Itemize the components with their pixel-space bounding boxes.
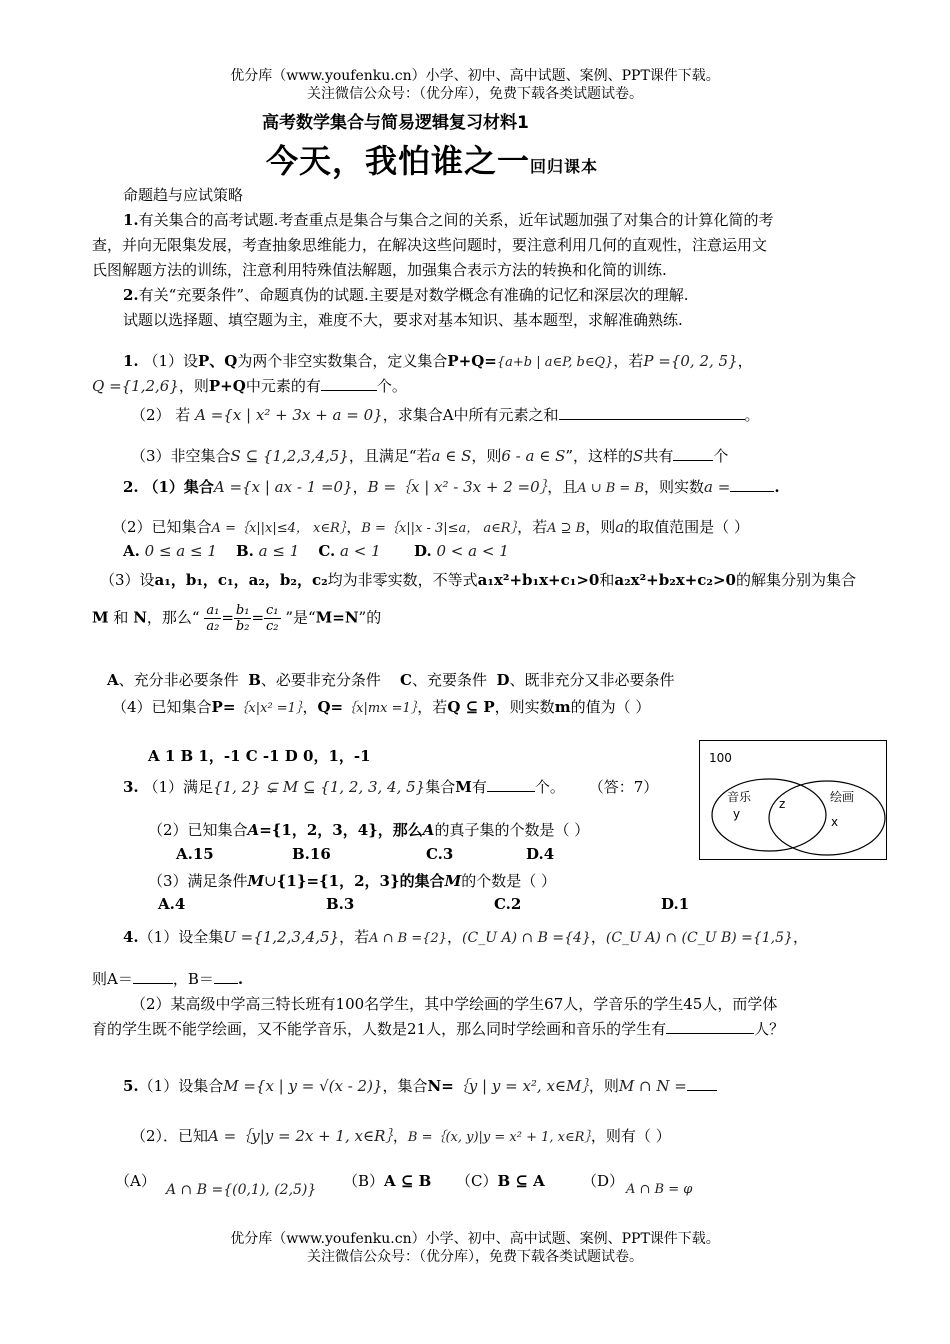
q2-p3-f: a₂x²+b₂x+c₂>0 <box>614 571 736 589</box>
q2-p1-g: ，则实数 <box>644 478 705 496</box>
q5-part1 <box>123 1075 717 1096</box>
header-line-2: 关注微信公众号：（优分库），免费下载各类试题试卷。 <box>307 86 643 102</box>
q5-p1-d: N= <box>427 1077 454 1095</box>
q2-p3-e: 和 <box>599 571 615 589</box>
q2-p4-pset: ｛x|x² =1｝ <box>235 701 303 716</box>
q2-p4-j: m <box>554 698 571 716</box>
q2-part1 <box>123 476 780 497</box>
q3-part1 <box>123 776 658 797</box>
q3-p3-opt-a[interactable]: A.4 <box>158 895 186 913</box>
strategy-p1-a: 有关集合的高考试题.考查重点是集合与集合之间的关系，近年试题加强了对集合的计算化简的考 <box>138 211 774 229</box>
q4-b-answer-blank[interactable] <box>214 969 238 984</box>
q2-p1-e: ，且 <box>547 478 578 496</box>
q2-part4-options[interactable]: A 1 B 1，-1 C -1 D 0，1，-1 <box>148 747 371 765</box>
q4-p1-h: (C_U A) ∩ (C_U B) ={1,5} <box>605 930 793 946</box>
q2-p3-opt-b[interactable]: 、必要非充分条件 <box>260 671 381 689</box>
q2-p3-c: 均为非零实数，不等式 <box>327 571 478 589</box>
q1-p3-i: 共有 <box>643 447 674 465</box>
q1-p1-d: P+Q= <box>447 352 497 370</box>
q5-p2-e: ，则有（ ） <box>590 1127 671 1145</box>
fraction-a-num: a₁ <box>206 603 220 618</box>
q5-opt-a-label: （A） <box>115 1172 156 1190</box>
q1-p1-f: ，若 <box>613 352 644 370</box>
q1-p1-answer-blank[interactable] <box>321 376 377 391</box>
q5-opt-b-label: （B） <box>343 1172 385 1190</box>
q3-p3-e: M <box>444 872 462 890</box>
q3-p1-d: M <box>455 778 472 796</box>
q1-p2-answer-blank[interactable] <box>559 405 745 420</box>
q1-p1-qset: Q ={1,2,6} <box>92 377 179 395</box>
q4-p1-l: . <box>237 970 244 988</box>
q1-p3-c: ，且满足“若 <box>348 447 432 465</box>
q5-p1-nset: ｛y | y = x², x∈M｝ <box>453 1077 589 1095</box>
eq-sign-1: = <box>221 608 234 627</box>
q5-p2-a: （2）．已知 <box>131 1127 209 1145</box>
q1-p3-f: 6 - a ∈ S <box>501 447 566 465</box>
q5-part2 <box>131 1125 671 1146</box>
q1-p1-c: 为两个非空实数集合，定义集合 <box>237 352 448 370</box>
strategy-p1-line1 <box>123 209 773 230</box>
footer-line-2: 关注微信公众号：（优分库），免费下载各类试题试卷。 <box>307 1249 643 1265</box>
q3-p3-opt-c[interactable]: C.2 <box>494 895 522 913</box>
q2-p2-a: （2）已知集合 <box>112 518 212 536</box>
q1-p2-set: A ={x | x² + 3x + a = 0} <box>195 406 383 424</box>
venn-painting-var: x <box>831 815 839 829</box>
q2-p3-opt-c[interactable]: 、充要条件 <box>411 671 487 689</box>
q3-p1-answer: （答：7） <box>588 778 659 796</box>
q1-p1-m: 个。 <box>376 377 407 395</box>
q5-p1-g: M ∩ N = <box>618 1077 687 1095</box>
q5-p1-f: ，则 <box>588 1077 619 1095</box>
q3-part3 <box>148 870 556 891</box>
q1-p3-e: ，则 <box>471 447 502 465</box>
q2-num: 2. <box>123 478 139 496</box>
q2-p2-opt-b[interactable]: a ≤ 1 <box>258 542 300 560</box>
q2-p1-a: （1）集合 <box>143 478 214 496</box>
q4-part1-line1 <box>123 926 808 947</box>
q2-p4-e: Q= <box>317 698 344 716</box>
q3-p2-c: ={1，2，3，4}，那么 <box>259 821 423 839</box>
fraction-a <box>204 603 221 634</box>
q2-p4-b: P= <box>211 698 236 716</box>
q2-p3-a: （3）设 <box>100 571 155 589</box>
q2-p1-f: A ∪ B = B <box>577 481 645 496</box>
subtitle-small: 回归课本 <box>530 157 599 176</box>
q2-p3-j: N <box>133 608 147 627</box>
q1-p1-pset: P ={0, 2, 5} <box>643 352 738 370</box>
q4-num: 4. <box>123 928 139 946</box>
q2-p3-opt-a-label: A <box>107 671 119 689</box>
q5-num: 5. <box>123 1077 139 1095</box>
q1-p1-h: ， <box>737 352 753 370</box>
q5-opt-c-label: （C） <box>456 1172 498 1190</box>
q2-p3-g: 的解集分别为集合 <box>736 571 857 589</box>
document-title: 高考数学集合与简易逻辑复习材料1 <box>262 113 529 133</box>
q3-p1-c: 集合 <box>425 778 456 796</box>
q1-p3-d: a ∈ S <box>431 447 472 465</box>
q2-p2-h: a <box>615 518 625 536</box>
q2-p4-a: （4）已知集合 <box>112 698 212 716</box>
q1-part3 <box>131 445 728 466</box>
q2-p1-c: ， <box>352 478 368 496</box>
venn-painting-label: 绘画 <box>830 790 855 804</box>
q2-p4-qset: ｛x|mx =1｝ <box>343 701 418 716</box>
q4-p1-a: （1）设全集 <box>138 928 224 946</box>
q1-p1-set: {a+b | a∈P, b∈Q} <box>496 355 614 370</box>
q2-p3-n: ”的 <box>358 608 382 627</box>
q4-p1-g: ， <box>590 928 606 946</box>
venn-diagram <box>699 740 887 860</box>
q2-p3-opt-d-label: D <box>496 671 510 689</box>
q2-p2-c: ， <box>346 518 362 536</box>
q3-p3-b: M <box>247 872 265 890</box>
q2-part3-line2 <box>92 603 381 634</box>
q1-part2 <box>131 404 760 425</box>
q4-part1-line2 <box>92 968 243 989</box>
q2-p3-opt-d[interactable]: 、既非充分又非必要条件 <box>509 671 675 689</box>
q4-p1-d: A ∩ B ={2} <box>369 931 448 946</box>
strategy-p2-num: 2. <box>123 286 139 304</box>
q2-part2-options <box>123 542 509 560</box>
q2-p1-i: . <box>774 478 780 496</box>
q1-p3-h: S <box>633 447 644 465</box>
q3-part2 <box>148 819 589 840</box>
q2-p4-d: ， <box>302 698 318 716</box>
q5-opt-b-text: A ⊆ B <box>384 1172 432 1190</box>
q3-num: 3. <box>123 778 139 796</box>
q1-p2-c: ，求集合A中所有元素之和 <box>382 406 559 424</box>
q1-p3-g: ”，这样的 <box>565 447 634 465</box>
q2-p3-b: a₁，b₁，c₁，a₂，b₂，c₂ <box>154 571 328 589</box>
q1-part1-line2 <box>92 375 407 396</box>
q2-part3-line1 <box>100 569 856 590</box>
strategy-heading: 命题趋与应试策略 <box>123 186 244 204</box>
q1-part1-line1 <box>123 350 753 371</box>
q4-p1-k: ，B＝ <box>172 970 214 988</box>
venn-overlap-var: z <box>779 797 786 811</box>
q2-p4-g: ，若 <box>417 698 448 716</box>
q2-p3-m: M=N <box>315 608 359 627</box>
fraction-b-den: b₂ <box>235 619 250 634</box>
q3-p3-f: 的个数是（ ） <box>461 872 557 890</box>
fraction-b <box>234 603 252 634</box>
document-subtitle <box>266 136 598 182</box>
q2-p2-opt-c[interactable]: a < 1 <box>340 542 381 560</box>
q4-part2-line2 <box>92 1018 784 1039</box>
q1-p2-a: （2） 若 <box>131 406 191 424</box>
q4-a-answer-blank[interactable] <box>133 969 173 984</box>
q3-p3-opt-b[interactable]: B.3 <box>326 895 355 913</box>
q1-p1-b: P、Q <box>198 352 238 370</box>
q2-p2-opt-c-label: C. <box>318 542 336 560</box>
q3-p1-answer-blank[interactable] <box>487 777 535 792</box>
venn-music-var: y <box>733 807 741 821</box>
q2-p2-aset: A =｛x||x|≤4， x∈R｝ <box>211 521 347 536</box>
venn-total: 100 <box>709 751 732 765</box>
q2-p2-bset: B =｛x||x - 3|≤a， a∈R｝ <box>361 521 518 536</box>
fraction-c-den: c₂ <box>266 619 279 634</box>
fraction-a-den: a₂ <box>206 619 220 634</box>
q5-opt-a[interactable]: A ∩ B ={(0,1), (2,5)} <box>166 1182 317 1198</box>
q2-p2-opt-a[interactable]: 0 ≤ a ≤ 1 <box>144 542 217 560</box>
q3-p2-opt-c[interactable]: C.3 <box>426 845 454 863</box>
q2-p2-opt-a-label: A. <box>123 542 140 560</box>
q2-p3-opt-a[interactable]: 、充分非必要条件 <box>118 671 239 689</box>
q2-p1-bset: B =｛x | x² - 3x + 2 =0｝ <box>367 478 548 496</box>
q2-p3-l: ”是“ <box>285 608 316 627</box>
q2-p1-answer-blank[interactable] <box>730 477 774 492</box>
q4-p1-f: (C_U A) ∩ B ={4} <box>462 930 591 946</box>
header-line-1: 优分库（www.youfenku.cn）小学、初中、高中试题、案例、PPT课件下载。 <box>230 68 720 84</box>
q5-opt-d[interactable]: A ∩ B = φ <box>626 1182 693 1197</box>
q1-p2-d: 。 <box>744 406 760 424</box>
q4-p1-uset: U ={1,2,3,4,5} <box>223 928 340 946</box>
q3-p2-opt-a[interactable]: A.15 <box>176 845 214 863</box>
q1-p3-b: S ⊆ {1,2,3,4,5} <box>230 447 349 465</box>
q2-part2 <box>112 516 749 537</box>
q2-p3-opt-c-label: C <box>399 671 412 689</box>
q4-p1-c: ，若 <box>339 928 370 946</box>
q2-p4-i: ，则实数 <box>494 698 555 716</box>
q5-p1-c: ，集合 <box>382 1077 428 1095</box>
q1-num: 1. <box>123 352 139 370</box>
strategy-p1-num: 1. <box>123 211 139 229</box>
q1-p1-j: ，则 <box>178 377 209 395</box>
q5-p1-mset: M ={x | y = √(x - 2)} <box>223 1077 383 1095</box>
q2-p2-g: ，则 <box>585 518 616 536</box>
q2-p3-d: a₁x²+b₁x+c₁>0 <box>477 571 600 589</box>
q4-part2-line1: （2）某高级中学高三特长班有100名学生，其中学绘画的学生67人，学音乐的学生45人，而学体 <box>131 995 778 1013</box>
q5-p1-answer-blank[interactable] <box>687 1082 717 1091</box>
q2-p3-opt-b-label: B <box>248 671 261 689</box>
q1-p1-k: P+Q <box>208 377 246 395</box>
q4-p2-answer-blank[interactable] <box>666 1019 754 1034</box>
q2-p4-h: Q ⊆ P <box>447 698 495 716</box>
q2-p1-h: a = <box>704 478 731 496</box>
q2-p2-opt-b-label: B. <box>235 542 254 560</box>
q3-p3-opt-d[interactable]: D.1 <box>661 895 690 913</box>
q3-p2-d: A <box>422 821 435 839</box>
q2-p1-aset: A ={x | ax - 1 =0} <box>213 478 353 496</box>
q5-p2-aset: A =｛y|y = 2x + 1, x∈R｝ <box>208 1127 393 1145</box>
q3-p1-b: {1, 2} ⊊ M ⊆ {1, 2, 3, 4, 5} <box>213 778 426 796</box>
q3-p3-d: {1}={1，2，3}的集合 <box>276 872 445 890</box>
q2-p2-opt-d-label: D. <box>414 542 432 560</box>
strategy-p2-text: 有关“充要条件”、命题真伪的试题.主要是对数学概念有准确的记忆和深层次的理解. <box>138 286 689 304</box>
q1-p1-l: 中元素的有 <box>245 377 321 395</box>
q5-opt-c[interactable] <box>456 1170 545 1191</box>
venn-music-label: 音乐 <box>727 790 752 804</box>
q2-part4 <box>112 696 650 717</box>
q3-p1-f: 个。 <box>534 778 565 796</box>
q3-p1-e: 有 <box>471 778 487 796</box>
q3-p2-opt-d[interactable]: D.4 <box>526 845 555 863</box>
q3-p3-a: （3）满足条件 <box>148 872 248 890</box>
strategy-p3: 试题以选择题、填空题为主，难度不大，要求对基本知识、基本题型，求解准确熟练. <box>123 311 683 329</box>
fraction-c <box>264 603 281 634</box>
q3-p2-a: （2）已知集合 <box>148 821 248 839</box>
q2-p2-opt-d[interactable]: 0 < a < 1 <box>436 542 509 560</box>
q5-opt-b[interactable] <box>343 1170 431 1191</box>
q4-p1-j: 则A＝ <box>92 970 133 988</box>
q4-p2-c: 人？ <box>754 1020 785 1038</box>
q1-p3-answer-blank[interactable] <box>673 446 713 461</box>
q3-p1-a: （1）满足 <box>143 778 213 796</box>
q3-p2-b: A <box>247 821 260 839</box>
q1-p3-a: （3）非空集合 <box>131 447 231 465</box>
q4-p1-i: ， <box>792 928 808 946</box>
q5-opt-d-label: （D） <box>582 1172 625 1190</box>
q5-opt-c-text: B ⊆ A <box>497 1172 545 1190</box>
strategy-p1-line3: 氏图解题方法的训练，注意利用特殊值法解题，加强集合表示方法的转换和化简的训练. <box>92 261 667 279</box>
fraction-b-num: b₁ <box>235 603 250 618</box>
fraction-c-num: c₁ <box>266 603 279 618</box>
q3-p3-c: ∪ <box>264 872 277 890</box>
q5-p1-a: （1）设集合 <box>138 1077 224 1095</box>
q2-p3-k: ，那么“ <box>146 608 200 627</box>
q2-p2-f: A ⊇ B <box>547 521 586 536</box>
q3-p2-opt-b[interactable]: B.16 <box>292 845 331 863</box>
q3-p2-e: 的真子集的个数是（ ） <box>434 821 590 839</box>
q1-p1-a: （1）设 <box>143 352 198 370</box>
q2-p2-i: 的取值范围是（ ） <box>624 518 749 536</box>
subtitle-main: 今天，我怕谁之一 <box>266 142 531 180</box>
q2-p2-e: ，若 <box>517 518 548 536</box>
q2-p4-k: 的值为（ ） <box>570 698 651 716</box>
q5-p2-bset: B =｛(x, y)|y = x² + 1, x∈R｝ <box>407 1130 591 1145</box>
q2-part3-options <box>107 669 675 690</box>
q4-p2-b: 育的学生既不能学绘画，又不能学音乐，人数是21人，那么同时学绘画和音乐的学生有 <box>92 1020 667 1038</box>
q2-p3-h: M <box>92 608 109 627</box>
strategy-p2 <box>123 284 689 305</box>
q5-p2-c: ， <box>392 1127 408 1145</box>
venn-diagram-svg <box>699 740 887 860</box>
strategy-p1-line2: 查，并向无限集发展，考查抽象思维能力，在解决这些问题时，要注意利用几何的直观性，注意运用文 <box>92 236 768 254</box>
q2-p3-i: 和 <box>113 608 129 627</box>
footer-line-1: 优分库（www.youfenku.cn）小学、初中、高中试题、案例、PPT课件下载。 <box>230 1231 720 1247</box>
q1-p3-j: 个 <box>713 447 729 465</box>
eq-sign-2: = <box>251 608 265 627</box>
q4-p1-e: ， <box>447 928 463 946</box>
